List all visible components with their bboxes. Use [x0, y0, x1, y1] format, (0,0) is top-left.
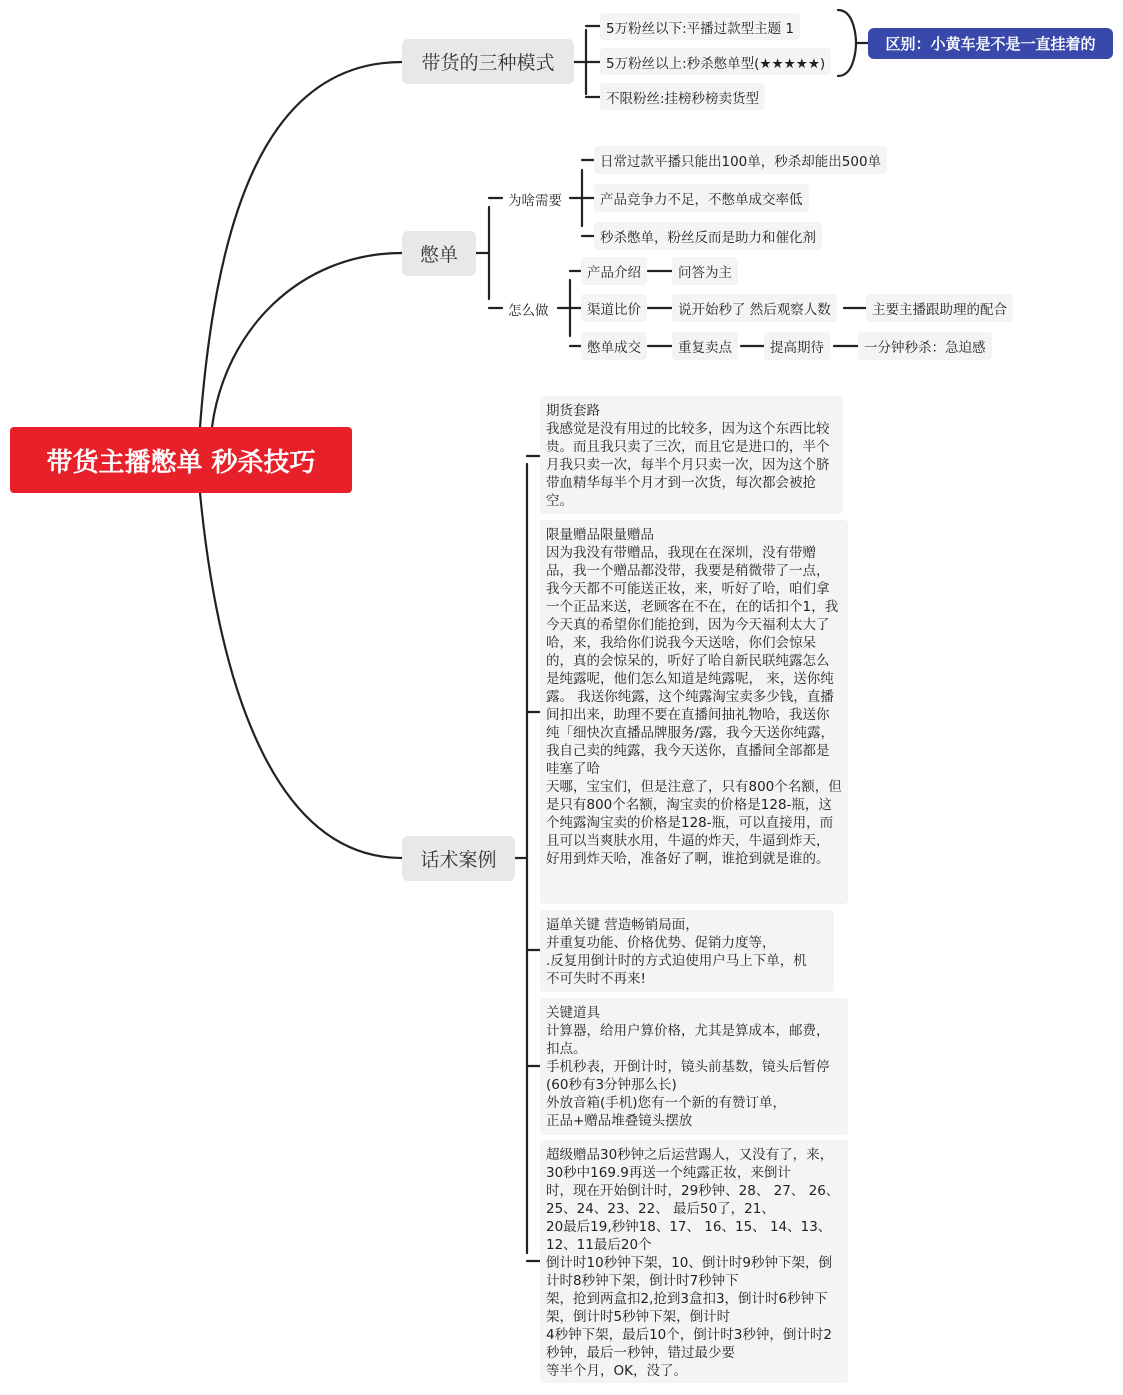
how-detail[interactable]: 一分钟秒杀：急迫感	[858, 332, 992, 360]
why-item[interactable]: 日常过款平播只能出100单，秒杀却能出500单	[594, 146, 887, 174]
how-detail[interactable]: 主要主播跟助理的配合	[866, 294, 1013, 322]
how-detail[interactable]: 重复卖点	[672, 332, 738, 360]
how-step[interactable]: 憋单成交	[581, 332, 647, 360]
how-detail[interactable]: 问答为主	[672, 257, 738, 285]
script-note[interactable]: 超级赠品30秒钟之后运营踢人，又没有了，来，30秒中169.9再送一个纯露正妆，来倒计 时，现在开始倒计时，29秒钟、28、 27、 26、25、24、23、22、 最后50了，21、 20最后19,秒钟18、17、 16、15、 14、13、 12、11最后20个 倒计时10秒钟下架，10、倒计时9秒钟下架，倒计时8秒钟下架，倒计时7秒钟下 架，抢到两盒扣2,抢到3盒扣3，倒计时6秒钟下架，倒计时5秒钟下架，倒计时 4秒钟下架，最后10个，倒计时3秒钟，倒计时2秒钟，最后一秒钟，错过最少要 等半个月，OK，没了。	[540, 1140, 848, 1383]
branch-bie[interactable]: 憋单	[402, 231, 476, 276]
why-item[interactable]: 产品竞争力不足，不憋单成交率低	[594, 184, 809, 212]
mode-item[interactable]: 5万粉丝以上:秒杀憋单型(★★★★★)	[600, 48, 831, 75]
why-label[interactable]: 为啥需要	[508, 193, 562, 209]
how-step[interactable]: 产品介绍	[581, 257, 647, 285]
script-note[interactable]: 限量赠品限量赠品 因为我没有带赠品，我现在在深圳，没有带赠品，我一个赠品都没带，我要是稍微带了一点，我今天都不可能送正妆，来，听好了哈，咱们拿一个正品来送，老顾客在不在，在的话扣个1，我今天真的希望你们能抢到，因为今天福利太大了哈，来，我给你们说我今天送啥，你们会惊呆的，真的会惊呆的，听好了哈自新民联纯露怎么是纯露呢，他们怎么知道是纯露呢， 来，送你纯露。 我送你纯露，这个纯露淘宝卖多少钱，直播间扣出来，助理不要在直播间抽礼物哈，我送你纯「细快次直播品牌服务/露，我今天送你纯露，我自己卖的纯露，我今天送你，直播间全部都是哇塞了哈 天哪，宝宝们，但是注意了，只有800个名额，但是只有800个名额，淘宝卖的价格是128-瓶，这个纯露淘宝卖的价格是128-瓶，可以直接用，而且可以当爽肤水用，牛逼的炸天，牛逼到炸天，好用到炸天哈，准备好了啊，谁抢到就是谁的。	[540, 520, 848, 904]
script-note[interactable]: 逼单关键 营造畅销局面， 并重复功能、价格优势、促销力度等， .反复用倒计时的方式迫使用户马上下单，机 不可失时不再来!	[540, 910, 834, 992]
why-item[interactable]: 秒杀憋单，粉丝反而是助力和催化剂	[594, 222, 822, 250]
how-step[interactable]: 渠道比价	[581, 294, 647, 322]
branch-scripts[interactable]: 话术案例	[402, 836, 515, 881]
root-topic[interactable]: 带货主播憋单 秒杀技巧	[10, 427, 352, 493]
branch-modes[interactable]: 带货的三种模式	[402, 39, 574, 84]
mode-item[interactable]: 5万粉丝以下:平播过款型主题 1	[600, 13, 800, 40]
how-detail[interactable]: 提高期待	[764, 332, 830, 360]
summary-callout[interactable]: 区别：小黄车是不是一直挂着的	[868, 28, 1113, 59]
script-note[interactable]: 关键道具 计算器，给用户算价格，尤其是算成本，邮费，扣点。 手机秒表，开倒计时，镜头前基数，镜头后暂停(60秒有3分钟那么长) 外放音箱(手机)您有一个新的有赞订单， 正品+赠品堆叠镜头摆放	[540, 998, 848, 1135]
how-label[interactable]: 怎么做	[508, 303, 549, 319]
script-note[interactable]: 期货套路 我感觉是没有用过的比较多，因为这个东西比较贵。而且我只卖了三次，而且它是进口的，半个月我只卖一次，每半个月只卖一次，因为这个脐带血精华每半个月才到一次货，每次都会被抢空。	[540, 396, 843, 514]
mode-item[interactable]: 不限粉丝:挂榜秒榜卖货型	[600, 83, 765, 110]
how-detail[interactable]: 说开始秒了 然后观察人数	[672, 294, 837, 322]
